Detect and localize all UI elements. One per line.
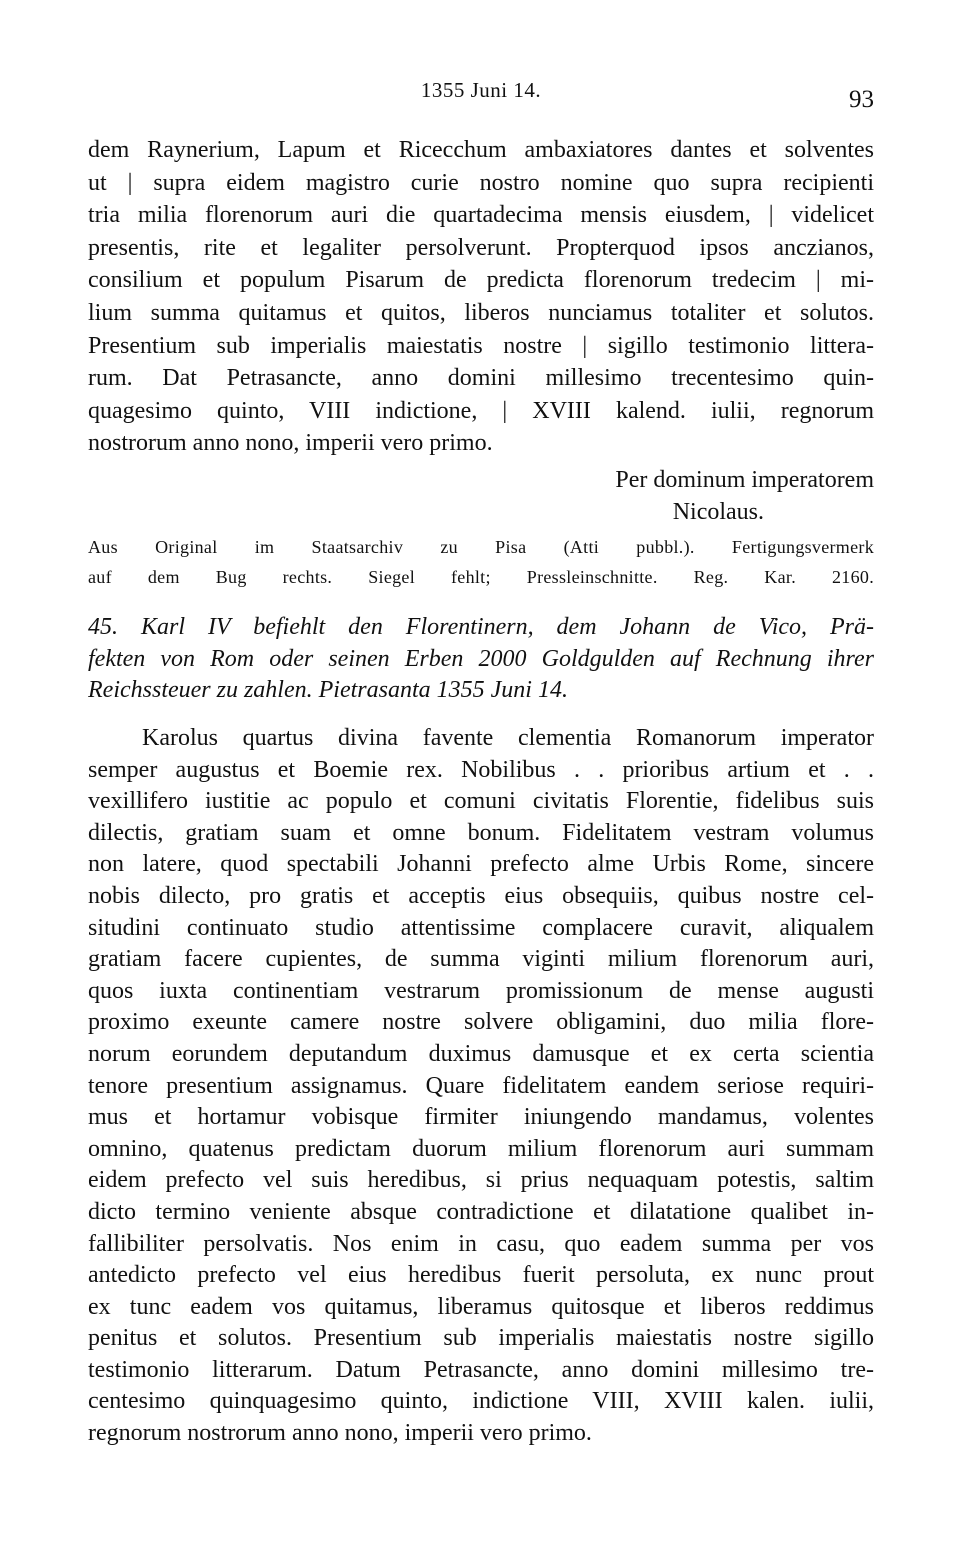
page-number: 93 <box>849 86 874 113</box>
heading-line: fekten von Rom oder seinen Erben 2000 Goldgulden auf Rechnung ihrer <box>88 645 874 672</box>
text-line: gratiam facere cupientes, de summa viginti milium florenorum auri, <box>88 946 874 973</box>
text-line: dem Raynerium, Lapum et Ricecchum ambaxiatores dantes et solventes <box>88 137 874 163</box>
text-line: tenore presentium assignamus. Quare fidelitatem eandem seriose requiri- <box>88 1072 874 1099</box>
text-line: mus et hortamur vobisque firmiter iniungendo mandamus, volentes <box>88 1104 874 1131</box>
text-line: situdini continuato studio attentissime complacere curavit, aliqualem <box>88 914 874 941</box>
heading-line: Reichssteuer zu zahlen. Pietrasanta 1355 Juni 14. <box>88 677 568 703</box>
note-line: Aus Original im Staatsarchiv zu Pisa (Atti pubbl.). Fertigungsvermerk <box>88 537 874 557</box>
text-line: tria milia florenorum auri die quartadecima mensis eiusdem, | videlicet <box>88 202 874 229</box>
text-line: quagesimo quinto, VIII indictione, | XVIII kalend. iulii, regnorum <box>88 397 874 424</box>
text-line: proximo exeunte camere nostre solvere obligamini, duo milia flore- <box>88 1009 874 1036</box>
text-line: non latere, quod spectabili Johanni prefecto alme Urbis Rome, sincere <box>88 851 874 878</box>
text-line: lium summa quitamus et quitos, liberos nunciamus totaliter et solutos. <box>88 299 874 326</box>
signature-line-1: Per dominum imperatorem <box>615 467 874 493</box>
text-line: quos iuxta continentiam vestrarum promissionum de mense augusti <box>88 977 874 1004</box>
text-line: dilectis, gratiam suam et omne bonum. Fidelitatem vestram volumus <box>88 819 874 846</box>
text-line: centesimo quinquagesimo quinto, indictione VIII, XVIII kalen. iulii, <box>88 1388 874 1415</box>
text-line: ex tunc eadem vos quitamus, liberamus quitosque et liberos reddimus <box>88 1293 874 1320</box>
document-45-body <box>88 723 874 1450</box>
text-line: presentis, rite et legaliter persolverunt. Propterquod ipsos anczianos, <box>88 234 874 261</box>
text-line: regnorum nostrorum anno nono, imperii vero primo. <box>88 1420 592 1447</box>
text-line: Karolus quartus divina favente clementia Romanorum imperator <box>142 725 874 751</box>
heading-line: 45. Karl IV befiehlt den Florentinern, dem Johann de Vico, Prä- <box>88 614 874 640</box>
document-44-body <box>88 134 874 460</box>
source-note <box>88 532 874 592</box>
running-head <box>88 78 874 114</box>
text-line: fallibiliter persolvatis. Nos enim in casu, quo eadem summa per vos <box>88 1230 874 1257</box>
text-line: semper augustus et Boemie rex. Nobilibus . . prioribus artium et . . <box>88 756 874 783</box>
signature-line-2: Nicolaus. <box>672 499 764 525</box>
text-line: eidem prefecto vel suis heredibus, si prius nequaquam potestis, saltim <box>88 1167 874 1194</box>
note-line: auf dem Bug rechts. Siegel fehlt; Pressleinschnitte. Reg. Kar. 2160. <box>88 567 874 587</box>
text-line: ut | supra eidem magistro curie nostro nomine quo supra recipienti <box>88 169 874 196</box>
text-line: rum. Dat Petrasancte, anno domini millesimo trecentesimo quin- <box>88 365 874 392</box>
text-line: vexillifero iustitie ac populo et comuni civitatis Florentie, fidelibus suis <box>88 788 874 815</box>
header-date: 1355 Juni 14. <box>420 78 542 102</box>
text-line: penitus et solutos. Presentium sub imperialis maiestatis nostre sigillo <box>88 1325 874 1352</box>
document-45-heading <box>88 612 874 707</box>
text-line: norum eorundem deputandum duximus damusque et ex certa scientia <box>88 1040 874 1067</box>
text-line: omnino, quatenus predictam duorum milium florenorum auri summam <box>88 1135 874 1162</box>
text-line: antedicto prefecto vel eius heredibus fuerit persoluta, ex nunc prout <box>88 1262 874 1289</box>
text-line: testimonio litterarum. Datum Petrasancte, anno domini millesimo tre- <box>88 1356 874 1383</box>
signature-block <box>88 464 874 528</box>
text-line: Presentium sub imperialis maiestatis nostre | sigillo testimonio littera- <box>88 332 874 359</box>
text-line: consilium et populum Pisarum de predicta florenorum tredecim | mi- <box>88 267 874 294</box>
text-line: dicto termino veniente absque contradictione et dilatatione qualibet in- <box>88 1198 874 1225</box>
text-line: nobis dilecto, pro gratis et acceptis eius obsequiis, quibus nostre cel- <box>88 882 874 909</box>
text-line: nostrorum anno nono, imperii vero primo. <box>88 430 493 457</box>
